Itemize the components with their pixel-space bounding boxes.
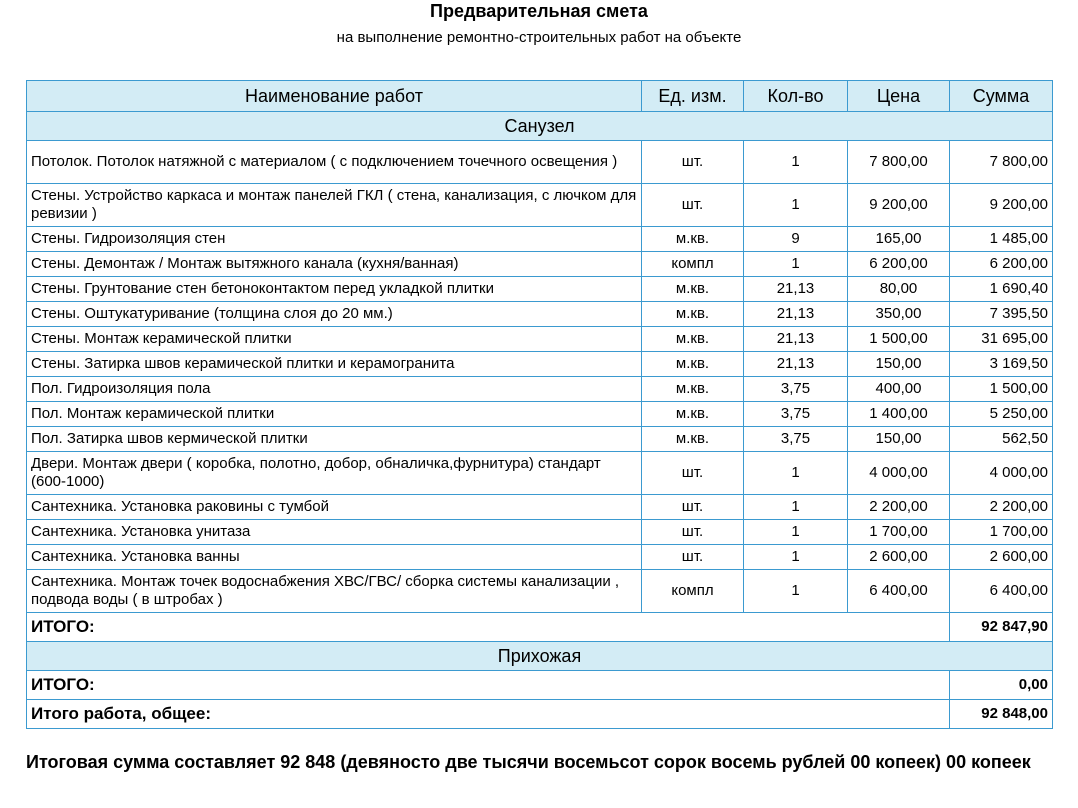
section-total-row (27, 613, 1053, 642)
row-price: 2 600,00 (848, 545, 950, 570)
footer-summary: Итоговая сумма составляет 92 848 (девяносто две тысячи восемьсот сорок восемь рублей 00 копеек) 00 копеек (26, 752, 1031, 772)
row-sum: 4 000,00 (950, 452, 1053, 495)
row-price: 9 200,00 (848, 184, 950, 227)
row-price: 6 400,00 (848, 570, 950, 613)
section-header-row (27, 642, 1053, 671)
row-qty: 3,75 (744, 427, 848, 452)
row-price: 150,00 (848, 427, 950, 452)
row-price: 1 700,00 (848, 520, 950, 545)
row-name: Пол. Затирка швов кермической плитки (27, 427, 642, 452)
row-unit: м.кв. (642, 427, 744, 452)
document-subtitle: на выполнение ремонтно-строительных работ на объекте (336, 29, 742, 46)
row-sum: 6 400,00 (950, 570, 1053, 613)
row-unit: м.кв. (642, 327, 744, 352)
row-qty: 1 (744, 545, 848, 570)
row-name: Стены. Гидроизоляция стен (27, 227, 642, 252)
row-unit: шт. (642, 545, 744, 570)
row-unit: компл (642, 570, 744, 613)
section-total-label: ИТОГО: (27, 613, 950, 642)
row-unit: м.кв. (642, 377, 744, 402)
row-qty: 21,13 (744, 302, 848, 327)
grand-total-value: 92 848,00 (950, 700, 1053, 729)
column-header-qty: Кол-во (744, 81, 848, 112)
row-qty: 1 (744, 520, 848, 545)
row-unit: шт. (642, 452, 744, 495)
row-price: 80,00 (848, 277, 950, 302)
table-row (27, 570, 1053, 613)
table-row (27, 277, 1053, 302)
table-row (27, 495, 1053, 520)
row-price: 4 000,00 (848, 452, 950, 495)
table-row (27, 141, 1053, 184)
row-unit: м.кв. (642, 277, 744, 302)
row-unit: м.кв. (642, 402, 744, 427)
table-row (27, 427, 1053, 452)
row-name: Сантехника. Монтаж точек водоснабжения ХВС/ГВС/ сборка системы канализации , подвода воды ( в штробах ) (27, 570, 642, 613)
row-sum: 5 250,00 (950, 402, 1053, 427)
row-sum: 7 800,00 (950, 141, 1053, 184)
row-qty: 21,13 (744, 327, 848, 352)
row-price: 6 200,00 (848, 252, 950, 277)
row-name: Стены. Демонтаж / Монтаж вытяжного канала (кухня/ванная) (27, 252, 642, 277)
row-name: Потолок. Потолок натяжной с материалом ( с подключением точечного освещения ) (27, 141, 642, 184)
row-unit: шт. (642, 184, 744, 227)
row-sum: 1 700,00 (950, 520, 1053, 545)
grand-total-row (27, 700, 1053, 729)
table-row (27, 520, 1053, 545)
row-qty: 9 (744, 227, 848, 252)
row-name: Сантехника. Установка ванны (27, 545, 642, 570)
column-header-sum: Сумма (950, 81, 1053, 112)
section-total-value: 0,00 (950, 671, 1053, 700)
row-name: Пол. Гидроизоляция пола (27, 377, 642, 402)
section-title: Санузел (27, 112, 1053, 141)
row-qty: 1 (744, 495, 848, 520)
row-unit: м.кв. (642, 302, 744, 327)
row-qty: 21,13 (744, 277, 848, 302)
row-sum: 2 200,00 (950, 495, 1053, 520)
row-name: Сантехника. Установка унитаза (27, 520, 642, 545)
section-title: Прихожая (27, 642, 1053, 671)
table-row (27, 377, 1053, 402)
section-total-row (27, 671, 1053, 700)
row-price: 1 500,00 (848, 327, 950, 352)
row-unit: м.кв. (642, 352, 744, 377)
row-name: Пол. Монтаж керамической плитки (27, 402, 642, 427)
row-unit: шт. (642, 495, 744, 520)
row-name: Стены. Устройство каркаса и монтаж панелей ГКЛ ( стена, канализация, с лючком для ревизии ) (27, 184, 642, 227)
table-row (27, 302, 1053, 327)
table-row (27, 227, 1053, 252)
table-header-row (27, 81, 1053, 112)
table-row (27, 352, 1053, 377)
row-price: 165,00 (848, 227, 950, 252)
row-unit: м.кв. (642, 227, 744, 252)
section-header-row (27, 112, 1053, 141)
row-sum: 2 600,00 (950, 545, 1053, 570)
row-price: 2 200,00 (848, 495, 950, 520)
row-sum: 6 200,00 (950, 252, 1053, 277)
row-name: Стены. Оштукатуривание (толщина слоя до 20 мм.) (27, 302, 642, 327)
row-price: 7 800,00 (848, 141, 950, 184)
document-title: Предварительная смета (430, 1, 648, 21)
row-unit: шт. (642, 520, 744, 545)
row-unit: шт. (642, 141, 744, 184)
section-total-value: 92 847,90 (950, 613, 1053, 642)
row-sum: 1 500,00 (950, 377, 1053, 402)
column-header-price: Цена (848, 81, 950, 112)
row-name: Сантехника. Установка раковины с тумбой (27, 495, 642, 520)
row-price: 400,00 (848, 377, 950, 402)
row-qty: 1 (744, 452, 848, 495)
row-qty: 3,75 (744, 402, 848, 427)
row-qty: 1 (744, 570, 848, 613)
table-row (27, 327, 1053, 352)
row-price: 350,00 (848, 302, 950, 327)
column-header-unit: Ед. изм. (642, 81, 744, 112)
row-sum: 3 169,50 (950, 352, 1053, 377)
row-name: Двери. Монтаж двери ( коробка, полотно, добор, обналичка,фурнитура) стандарт (600-1000) (27, 452, 642, 495)
column-header-name: Наименование работ (27, 81, 642, 112)
table-row (27, 452, 1053, 495)
row-price: 1 400,00 (848, 402, 950, 427)
grand-total-label: Итого работа, общее: (27, 700, 950, 729)
row-name: Стены. Монтаж керамической плитки (27, 327, 642, 352)
row-qty: 3,75 (744, 377, 848, 402)
row-qty: 21,13 (744, 352, 848, 377)
table-row (27, 545, 1053, 570)
table-row (27, 184, 1053, 227)
estimate-table (26, 80, 1053, 729)
row-name: Стены. Затирка швов керамической плитки и керамогранита (27, 352, 642, 377)
table-row (27, 402, 1053, 427)
row-sum: 562,50 (950, 427, 1053, 452)
row-qty: 1 (744, 184, 848, 227)
row-sum: 7 395,50 (950, 302, 1053, 327)
section-total-label: ИТОГО: (27, 671, 950, 700)
row-unit: компл (642, 252, 744, 277)
row-name: Стены. Грунтование стен бетоноконтактом перед укладкой плитки (27, 277, 642, 302)
row-sum: 1 690,40 (950, 277, 1053, 302)
row-qty: 1 (744, 141, 848, 184)
row-price: 150,00 (848, 352, 950, 377)
row-sum: 1 485,00 (950, 227, 1053, 252)
row-sum: 31 695,00 (950, 327, 1053, 352)
row-qty: 1 (744, 252, 848, 277)
row-sum: 9 200,00 (950, 184, 1053, 227)
table-row (27, 252, 1053, 277)
